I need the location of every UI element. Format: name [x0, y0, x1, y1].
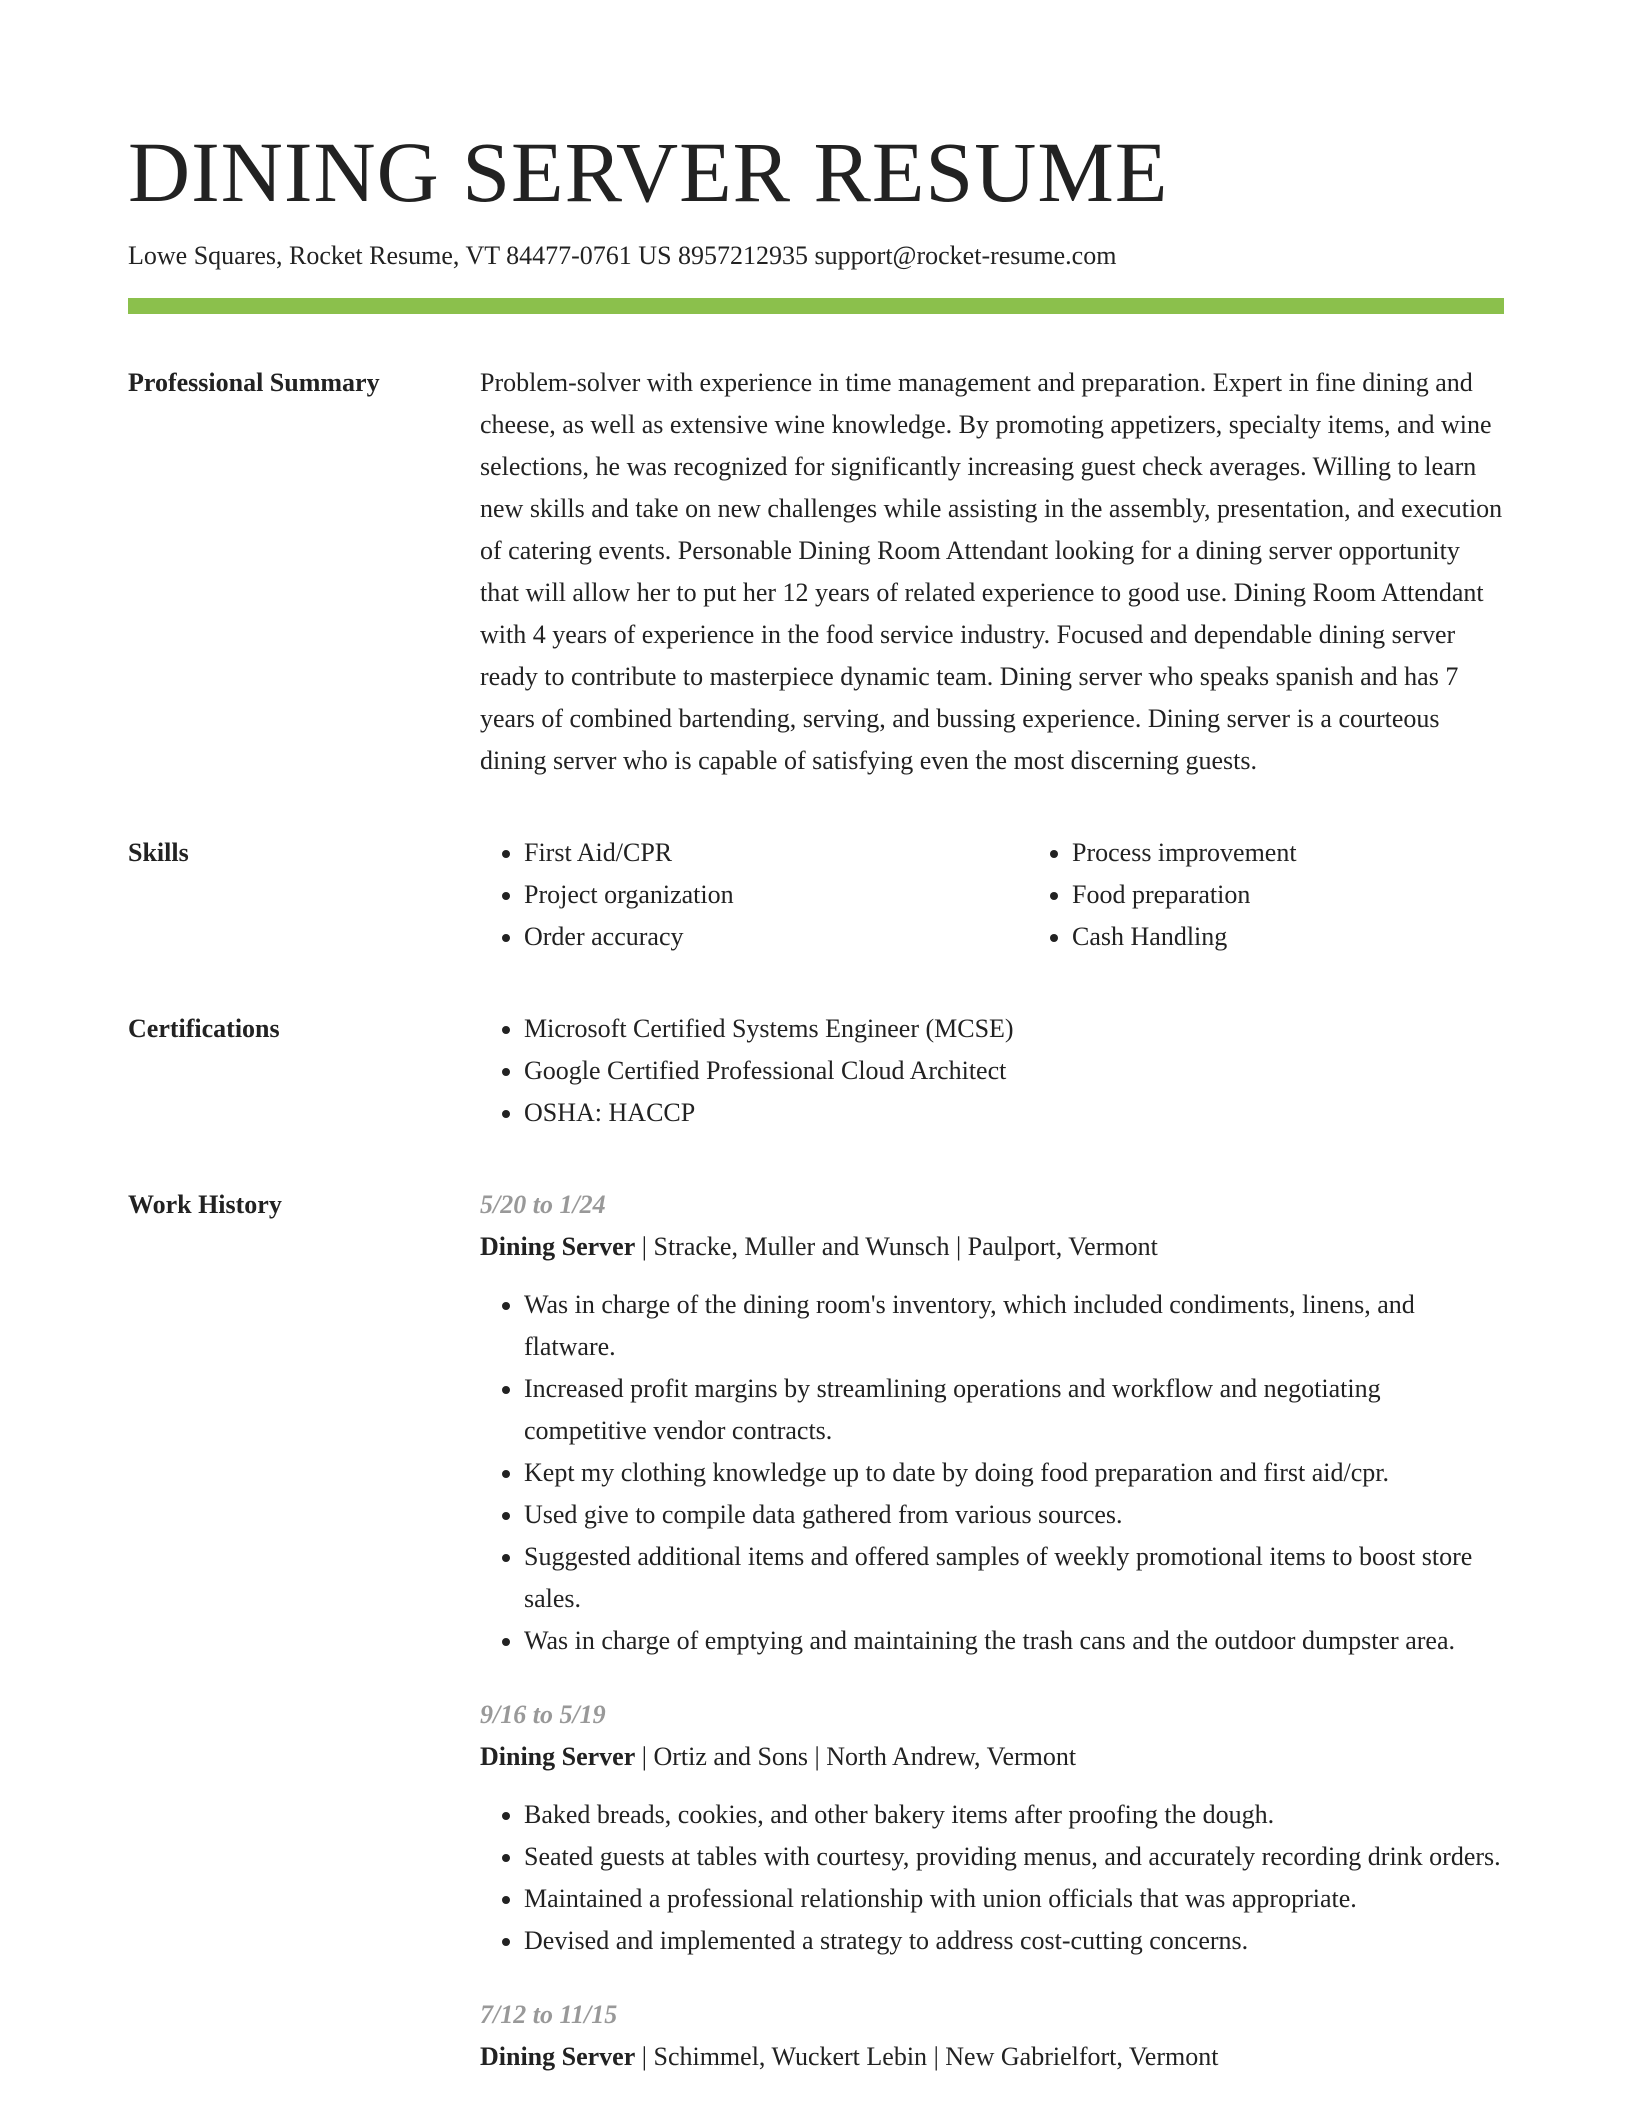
job-entry	[480, 1694, 1504, 1962]
skill-item: • Process improvement	[1072, 832, 1504, 874]
job-separator: |	[949, 1232, 968, 1261]
job-bullet: • Was in charge of emptying and maintaining the trash cans and the outdoor dumpster area.	[524, 1620, 1504, 1662]
certification-item: • Microsoft Certified Systems Engineer (MCSE)	[524, 1008, 1504, 1050]
skills-list-right	[1028, 832, 1504, 958]
job-bullet: • Increased profit margins by streamlining operations and workflow and negotiating competitive vendor contracts.	[524, 1368, 1504, 1452]
certification-item: • Google Certified Professional Cloud Architect	[524, 1050, 1504, 1092]
job-bullets	[480, 1284, 1504, 1662]
job-bullet: • Maintained a professional relationship with union officials that was appropriate.	[524, 1878, 1504, 1920]
job-dates: 7/12 to 11/15	[480, 2000, 618, 2029]
job-heading	[480, 1736, 1504, 1778]
resume-page	[128, 118, 1504, 2110]
job-bullets	[480, 1794, 1504, 1962]
job-separator: |	[635, 1742, 654, 1771]
section-label-certifications: Certifications	[128, 1014, 280, 1043]
certifications-list	[480, 1008, 1504, 1134]
job-role: Dining Server	[480, 1742, 636, 1771]
job-heading	[480, 2036, 1504, 2078]
certification-item: • OSHA: HACCP	[524, 1092, 1504, 1134]
job-company: Schimmel, Wuckert Lebin	[653, 2042, 928, 2071]
job-separator: |	[635, 2042, 654, 2071]
skills-section	[128, 832, 1504, 958]
job-separator: |	[808, 1742, 827, 1771]
job-bullet: • Used give to compile data gathered from various sources.	[524, 1494, 1504, 1536]
job-dates: 5/20 to 1/24	[480, 1190, 606, 1219]
job-separator: |	[635, 1232, 654, 1261]
job-role: Dining Server	[480, 2042, 636, 2071]
section-label-summary: Professional Summary	[128, 368, 380, 397]
job-bullet: • Seated guests at tables with courtesy, providing menus, and accurately recording drink orders.	[524, 1836, 1504, 1878]
job-company: Ortiz and Sons	[653, 1742, 809, 1771]
section-label-work-history: Work History	[128, 1190, 282, 1219]
job-entry	[480, 1184, 1504, 1662]
job-dates: 9/16 to 5/19	[480, 1700, 606, 1729]
job-role: Dining Server	[480, 1232, 636, 1261]
work-history-section	[128, 1184, 1504, 2110]
summary-text: Problem-solver with experience in time management and preparation. Expert in fine dining and cheese, as well as extensive wine knowledge. By promoting appetizers, specialty items, and wine selections, he was recognized for significantly increasing guest check averages. Willing to learn new skills and take on new challenges while assisting in the assembly, presentation, and execution of catering events. Personable Dining Room Attendant looking for a dining server opportunity that will allow her to put her 12 years of related experience to good use. Dining Room Attendant with 4 years of experience in the food service industry. Focused and dependable dining server ready to contribute to masterpiece dynamic team. Dining server who speaks spanish and has 7 years of combined bartending, serving, and bussing experience. Dining server is a courteous dining server who is capable of satisfying even the most discerning guests.	[480, 368, 1503, 775]
resume-title: DINING SERVER RESUME	[128, 124, 1169, 220]
job-entry	[480, 1994, 1504, 2078]
skill-item: • Cash Handling	[1072, 916, 1504, 958]
job-bullet: • Devised and implemented a strategy to address cost-cutting concerns.	[524, 1920, 1504, 1962]
job-location: North Andrew, Vermont	[826, 1742, 1077, 1771]
skills-list-left	[480, 832, 1028, 958]
skill-item: • Order accuracy	[524, 916, 1028, 958]
contact-line: Lowe Squares, Rocket Resume, VT 84477-0761 US 8957212935 support@rocket-resume.com	[128, 241, 1117, 270]
job-bullet: • Was in charge of the dining room's inventory, which included condiments, linens, and flatware.	[524, 1284, 1504, 1368]
certifications-section	[128, 1008, 1504, 1134]
accent-divider	[128, 298, 1504, 314]
section-label-skills: Skills	[128, 838, 189, 867]
skill-item: • Project organization	[524, 874, 1028, 916]
professional-summary-section	[128, 362, 1504, 782]
job-company: Stracke, Muller and Wunsch	[653, 1232, 950, 1261]
skill-item: • First Aid/CPR	[524, 832, 1028, 874]
skill-item: • Food preparation	[1072, 874, 1504, 916]
job-bullet: • Kept my clothing knowledge up to date by doing food preparation and first aid/cpr.	[524, 1452, 1504, 1494]
job-location: New Gabrielfort, Vermont	[945, 2042, 1219, 2071]
job-bullet: • Baked breads, cookies, and other bakery items after proofing the dough.	[524, 1794, 1504, 1836]
job-heading	[480, 1226, 1504, 1268]
job-separator: |	[927, 2042, 946, 2071]
job-location: Paulport, Vermont	[967, 1232, 1158, 1261]
job-bullet: • Suggested additional items and offered samples of weekly promotional items to boost store sales.	[524, 1536, 1504, 1620]
